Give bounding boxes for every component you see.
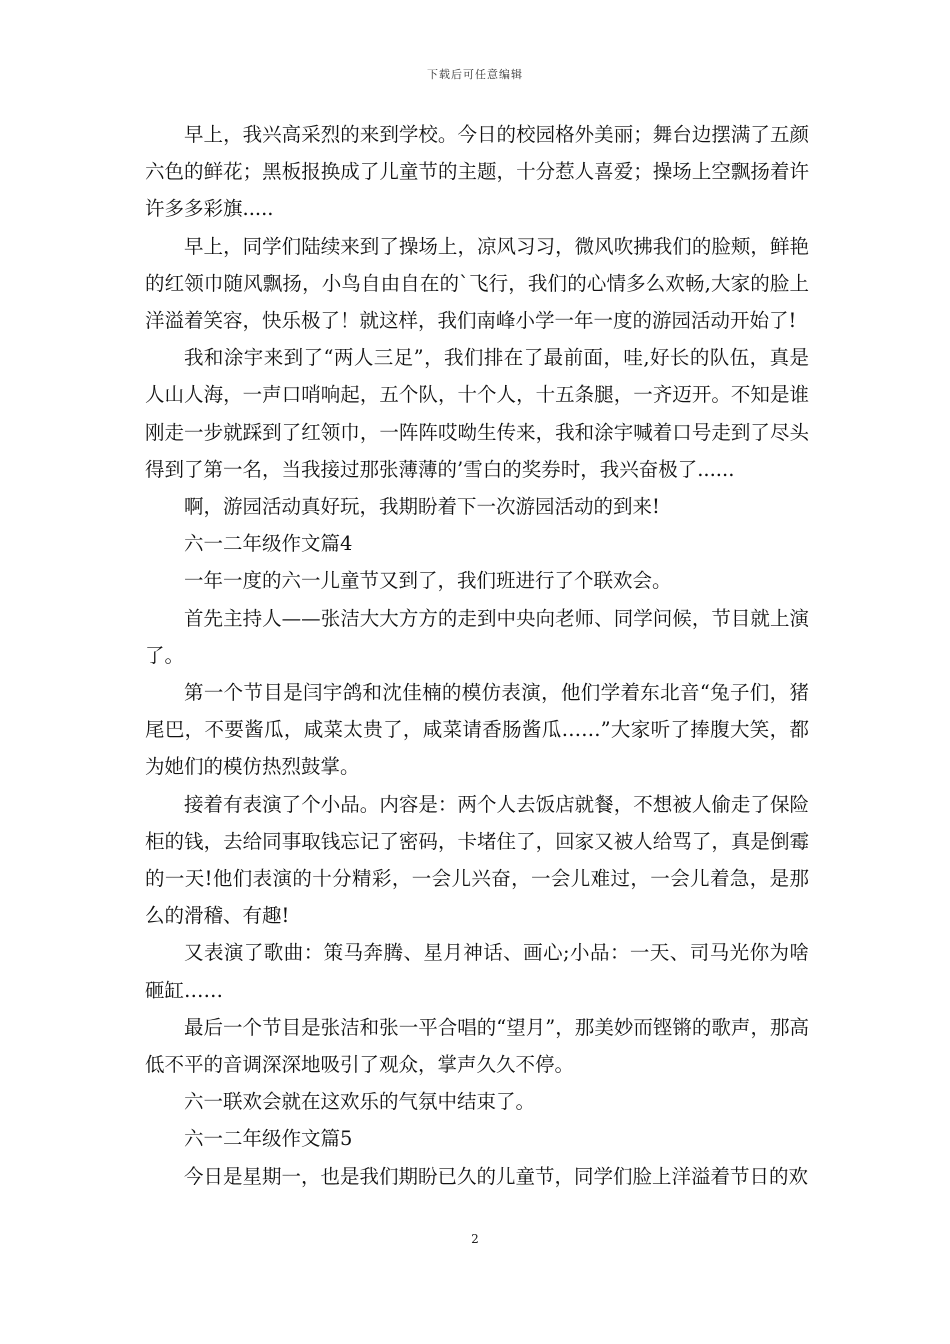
paragraph: 今日是星期一，也是我们期盼已久的儿童节，同学们脸上洋溢着节日的欢	[184, 1164, 809, 1188]
paragraph: 一年一度的六一儿童节又到了，我们班进行了个联欢会。	[184, 569, 672, 593]
paragraph: 接着有表演了个小品。内容是：两个人去饭店就餐，不想被人偷走了保险柜的钱，去给同事取钱忘记了密码，卡堵住了，回家又被人给骂了，真是倒霉的一天!他们表演的十分精彩，一会儿兴奋，一会儿难过，一会儿着急，是那么的滑稽、有趣!	[145, 792, 809, 928]
paragraph: 六一联欢会就在这欢乐的气氛中结束了。	[184, 1090, 536, 1114]
paragraph: 我和涂宇来到了“两人三足”，我们排在了最前面，哇,好长的队伍，真是人山人海，一声口哨响起，五个队，十个人，十五条腿，一齐迈开。不知是谁刚走一步就踩到了红领巾，一阵阵哎呦生传来，我和涂宇喊着口号走到了尽头得到了第一名，当我接过那张薄薄的’雪白的奖券时，我兴奋极了......	[145, 346, 809, 481]
paragraph: 早上，同学们陆续来到了操场上，凉风习习，微风吹拂我们的脸颊，鲜艳的红领巾随风飘扬，小鸟自由自在的`飞行，我们的心情多么欢畅,大家的脸上洋溢着笑容，快乐极了！就这样，我们南峰小学一年一度的游园活动开始了!	[145, 234, 809, 333]
section-heading: 六一二年级作文篇5	[184, 1127, 353, 1151]
section-heading: 六一二年级作文篇4	[184, 532, 353, 556]
page-number: 2	[471, 1232, 479, 1246]
paragraph: 首先主持人——张洁大大方方的走到中央向老师、同学问候，节目就上演了。	[145, 606, 809, 667]
paragraph: 早上，我兴高采烈的来到学校。今日的校园格外美丽；舞台边摆满了五颜六色的鲜花；黑板报换成了儿童节的主题，十分惹人喜爱；操场上空飘扬着许许多多彩旗.....	[145, 123, 809, 221]
paragraph: 啊，游园活动真好玩，我期盼着下一次游园活动的到来!	[184, 495, 660, 519]
page-header: 下载后可任意编辑	[427, 68, 523, 81]
document-body	[145, 116, 809, 1195]
paragraph: 第一个节目是闫宇鸽和沈佳楠的模仿表演，他们学着东北音“兔子们，猪尾巴，不要酱瓜，咸菜太贵了，咸菜请香肠酱瓜……”大家听了捧腹大笑，都为她们的模仿热烈鼓掌。	[145, 681, 809, 779]
paragraph: 最后一个节目是张洁和张一平合唱的“望月”，那美妙而铿锵的歌声，那高低不平的音调深深地吸引了观众，掌声久久不停。	[145, 1015, 809, 1077]
paragraph: 又表演了歌曲：策马奔腾、星月神话、画心;小品：一天、司马光你为啥砸缸……	[145, 941, 809, 1002]
